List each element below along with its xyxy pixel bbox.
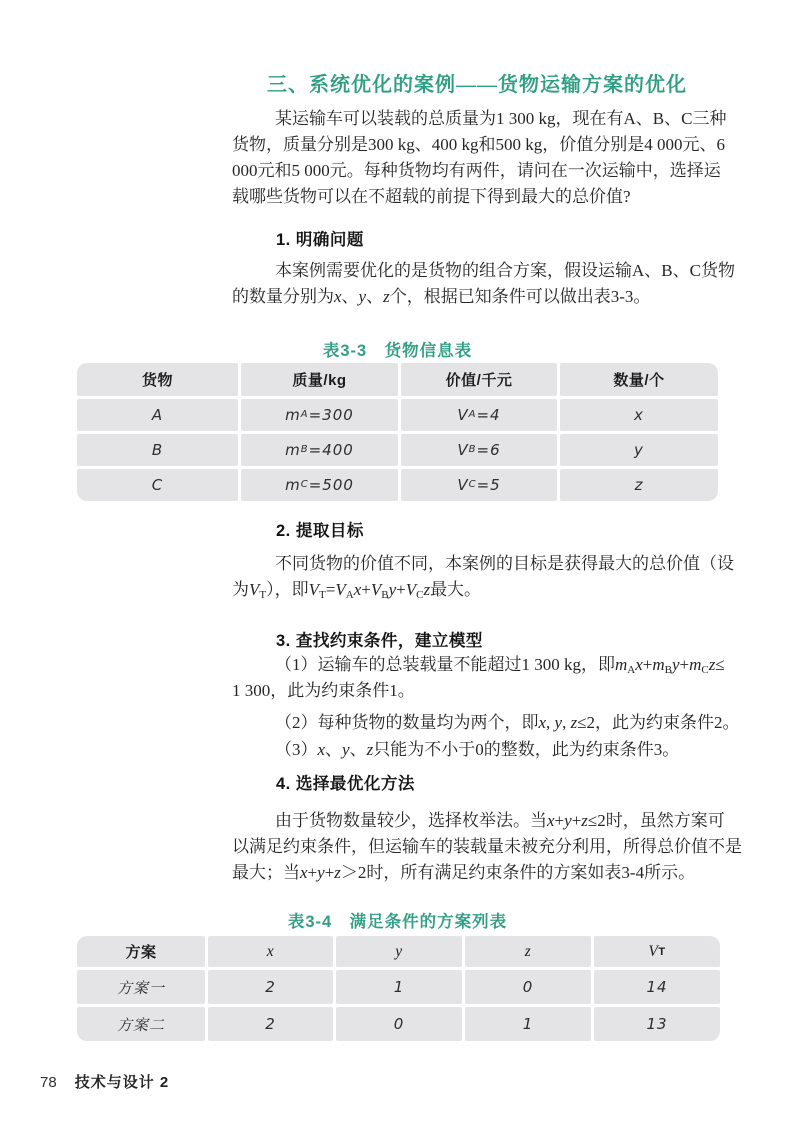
- section-heading-1: 1. 明确问题: [276, 231, 364, 249]
- table-cell: 方案一: [77, 970, 205, 1004]
- table-cell: m C =500: [241, 469, 398, 501]
- table-cell: z: [560, 469, 718, 501]
- table-3-3-caption: 表3-3 货物信息表: [322, 342, 473, 360]
- constraint-2-paragraph: [232, 710, 740, 736]
- table-cell: 0: [336, 1007, 462, 1041]
- text-line: 由于货物数量较少，选择枚举法。当x+y+z≤2时，虽然方案可: [275, 811, 725, 830]
- table-cell: 1: [336, 970, 462, 1004]
- section-4-paragraph: [232, 808, 742, 886]
- table-cell: V B =6: [401, 434, 557, 466]
- table-header-cell: 货物: [77, 363, 238, 396]
- text-line: （2）每种货物的数量均为两个，即x, y, z≤2，此为约束条件2。: [275, 713, 740, 732]
- table-header-cell: 质量/kg: [241, 363, 398, 396]
- table-cell: m A =300: [241, 399, 398, 431]
- table-cell: V A =4: [401, 399, 557, 431]
- table-header-cell: 价值/千元: [401, 363, 557, 396]
- section-1-paragraph: [232, 258, 735, 310]
- text-line: 的数量分别为x、y、z个，根据已知条件可以做出表3-3。: [232, 287, 651, 306]
- table-cell: y: [560, 434, 718, 466]
- text-line: 载哪些货物可以在不超载的前提下得到最大的总价值?: [232, 187, 631, 206]
- table-header-cell: 方案: [77, 936, 205, 967]
- table-cell: 2: [208, 970, 333, 1004]
- solution-list-table: [77, 936, 720, 1041]
- table-cell: A: [77, 399, 238, 431]
- intro-paragraph: [232, 106, 727, 210]
- constraint-3-paragraph: [232, 737, 724, 763]
- text-line: 货物，质量分别是300 kg、400 kg和500 kg，价值分别是4 000元、6: [232, 135, 725, 154]
- table-cell: V C =5: [401, 469, 557, 501]
- table-cell: 0: [465, 970, 591, 1004]
- text-line: 不同货物的价值不同，本案例的目标是获得最大的总价值（设: [275, 554, 734, 573]
- text-line: 000元和5 000元。每种货物均有两件，请问在一次运输中，选择运: [232, 161, 721, 180]
- section-heading-3: 3. 查找约束条件，建立模型: [276, 632, 483, 650]
- table-cell: C: [77, 469, 238, 501]
- table-cell: x: [560, 399, 718, 431]
- table-cell: m B =400: [241, 434, 398, 466]
- table-header-cell: x: [208, 936, 333, 967]
- table-cell: 14: [594, 970, 720, 1004]
- text-line: 1 300，此为约束条件1。: [232, 681, 415, 700]
- text-line: 某运输车可以装载的总质量为1 300 kg，现在有A、B、C三种: [275, 109, 727, 128]
- book-title: 技术与设计 2: [74, 1074, 170, 1091]
- section-2-paragraph: [232, 551, 734, 603]
- table-cell: 2: [208, 1007, 333, 1041]
- page-number: 78: [40, 1074, 57, 1091]
- table-header-cell: z: [465, 936, 591, 967]
- section-heading-4: 4. 选择最优化方法: [276, 775, 415, 793]
- text-line: （1）运输车的总装载量不能超过1 300 kg，即$m_Ax+m_By+m_Cz\le$: [275, 655, 725, 676]
- text-line: 以满足约束条件，但运输车的装载量未被充分利用，所得总价值不是: [232, 837, 742, 856]
- table-cell: 方案二: [77, 1007, 205, 1041]
- constraint-1-paragraph: [232, 652, 724, 704]
- table-cell: 1: [465, 1007, 591, 1041]
- table-3-4-caption: 表3-4 满足条件的方案列表: [287, 913, 508, 931]
- table-cell: 13: [594, 1007, 720, 1041]
- text-line: 本案例需要优化的是货物的组合方案，假设运输A、B、C货物: [275, 261, 735, 280]
- text-line: （3）x、y、z只能为不小于0的整数，此为约束条件3。: [275, 740, 680, 759]
- page-title: 三、系统优化的案例——货物运输方案的优化: [267, 74, 687, 96]
- page-footer: [40, 1071, 169, 1092]
- table-header-cell: 数量/个: [560, 363, 718, 396]
- section-heading-2: 2. 提取目标: [276, 522, 364, 540]
- table-cell: B: [77, 434, 238, 466]
- table-header-cell: V T: [594, 936, 720, 967]
- text-line: 最大；当x+y+z＞2时，所有满足约束条件的方案如表3-4所示。: [232, 863, 696, 882]
- text-line: 为$V_T$），即$V_T=V_Ax+V_By+V_Cz$最大。: [232, 580, 482, 601]
- table-header-cell: y: [336, 936, 462, 967]
- cargo-info-table: [77, 363, 718, 501]
